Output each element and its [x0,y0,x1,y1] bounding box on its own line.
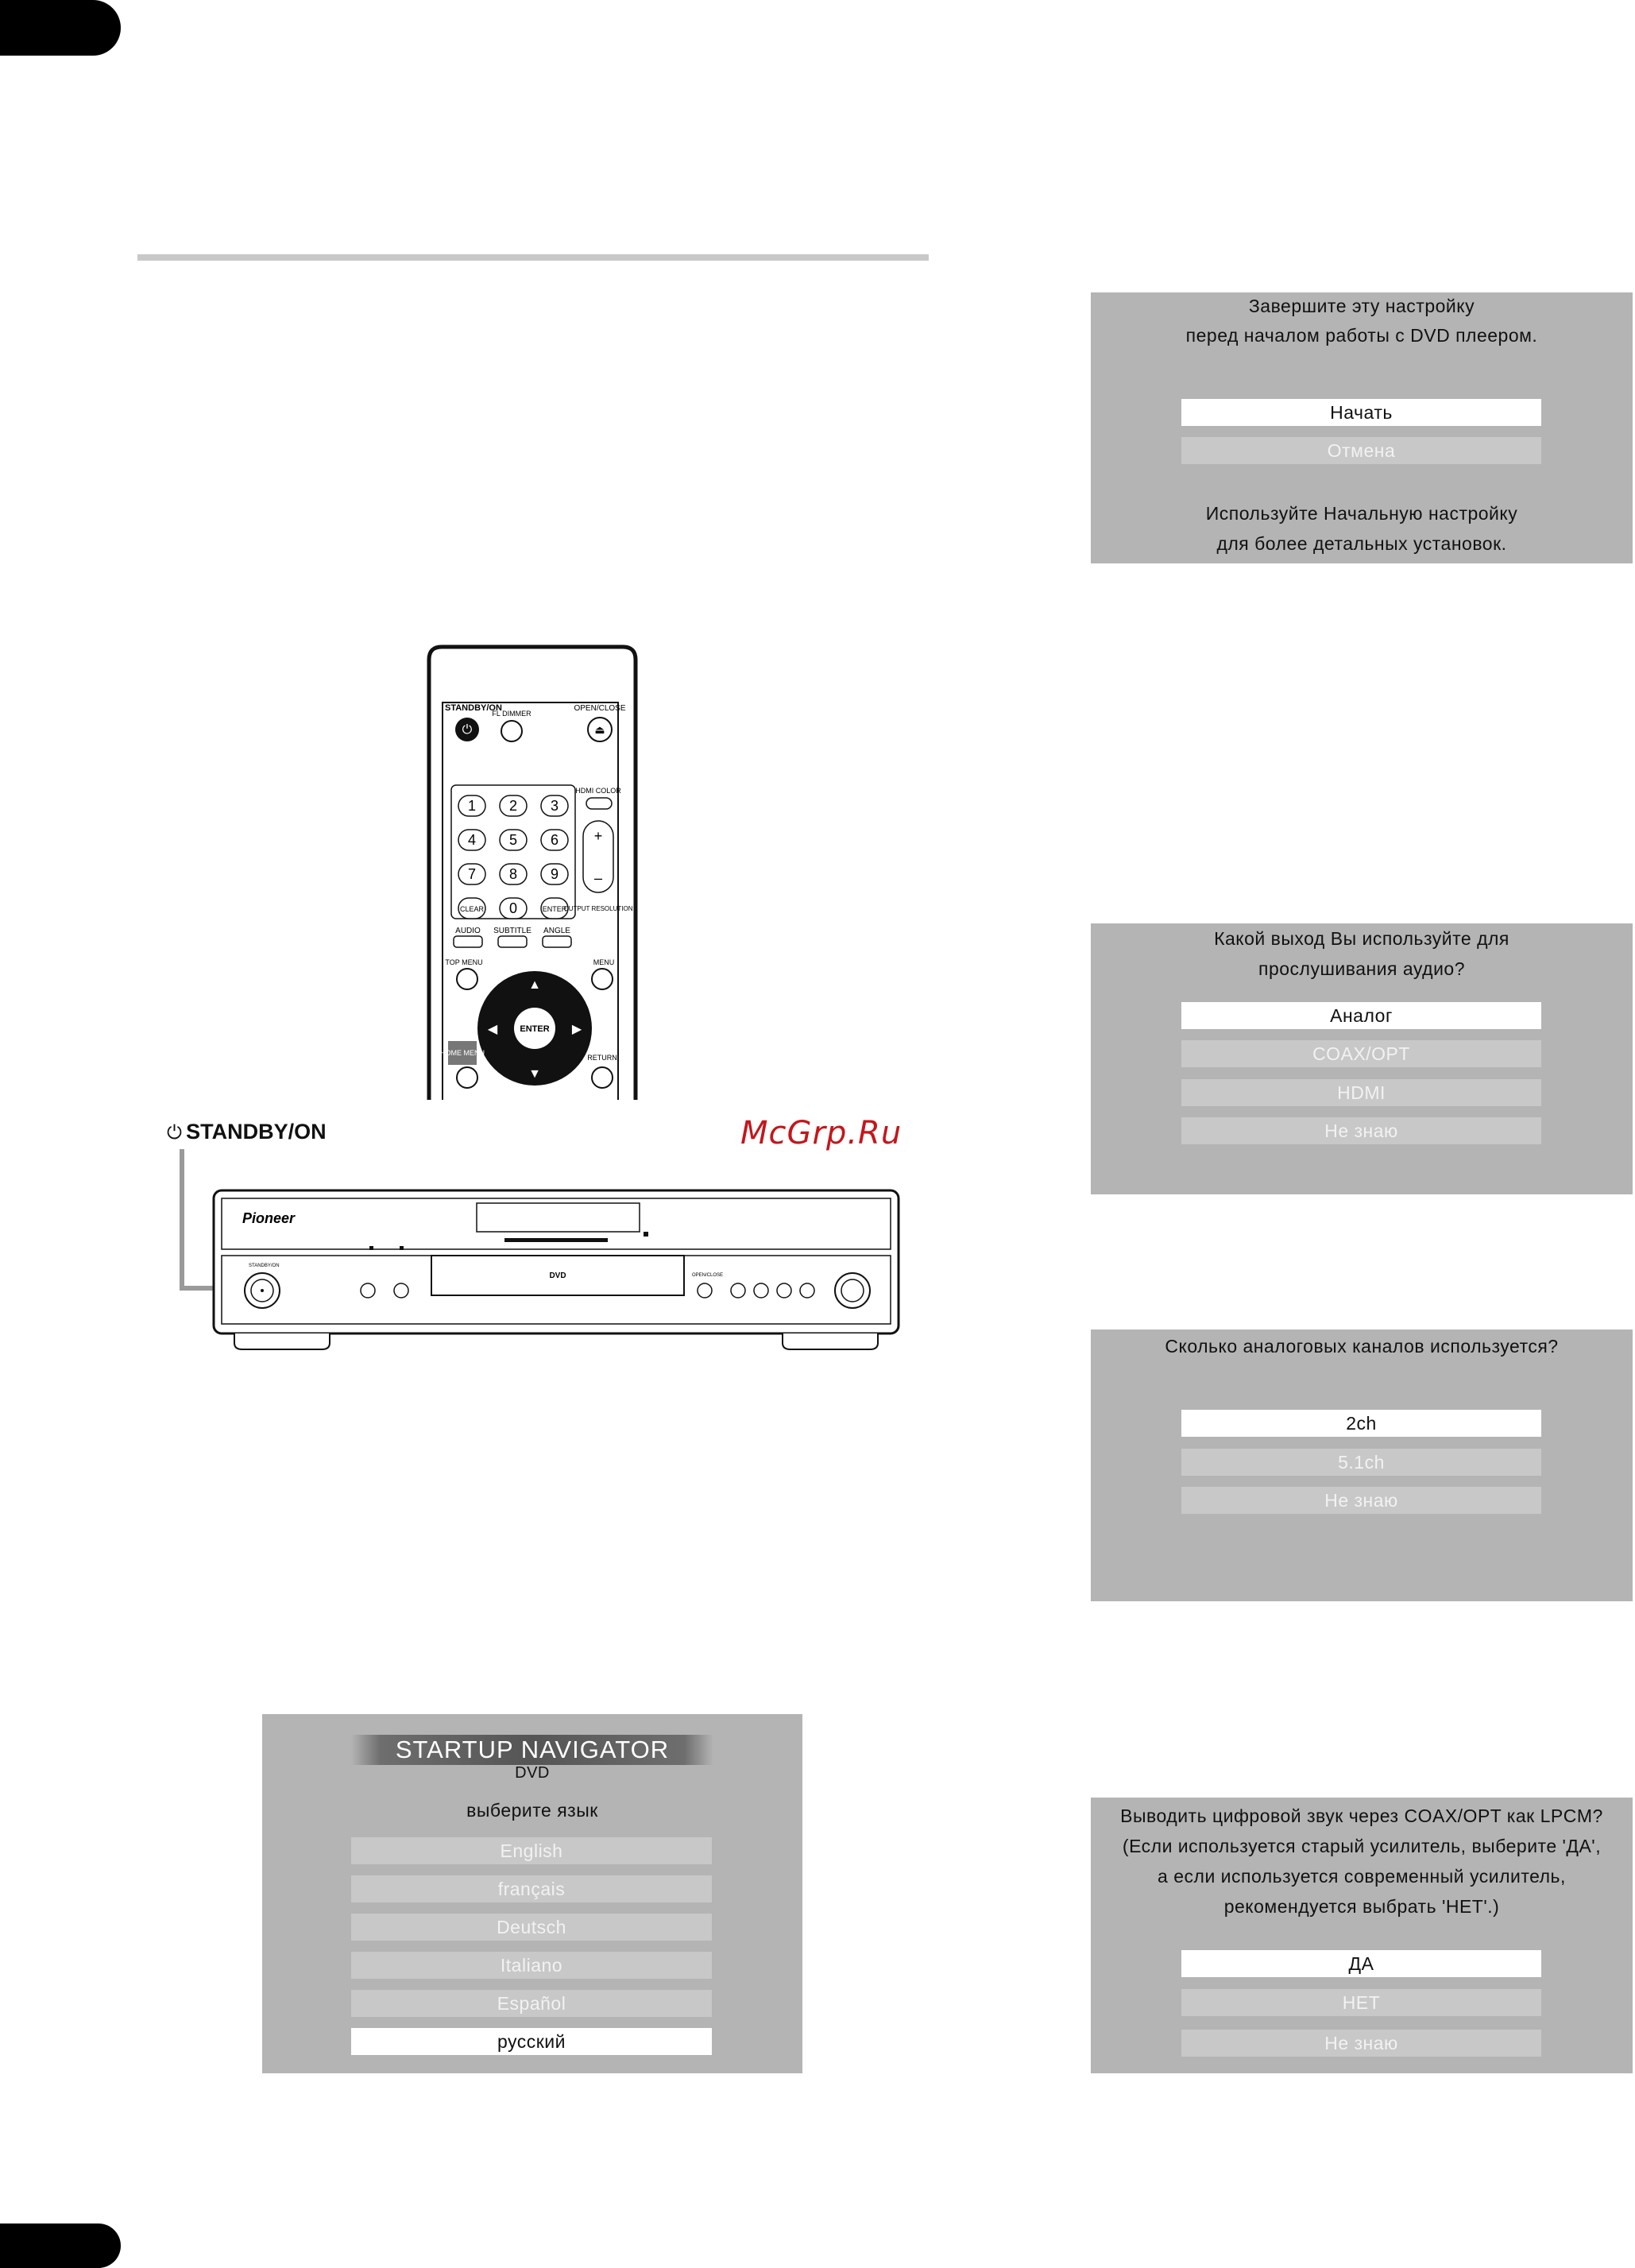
svg-text:0: 0 [508,900,518,916]
svg-text:2: 2 [508,798,518,814]
osd-text-line: Завершите эту настройку [1248,296,1475,316]
osd-language-screen [262,1714,802,2073]
remote-subtitle-label: SUBTITLE [493,927,531,935]
player-stop-button[interactable] [800,1283,814,1298]
remote-top-menu-button[interactable] [457,969,477,989]
option-2ch[interactable]: 2ch [1181,1410,1541,1437]
osd-footer-line: для более детальных установок. [1216,533,1507,554]
remote-angle-label: ANGLE [543,927,570,935]
remote-digit-3[interactable] [541,795,568,816]
player-dvd-logo: DVD [549,1271,566,1280]
startup-navigator-title: STARTUP NAVIGATOR [351,1735,713,1765]
watermark: McGrp.Ru [740,1115,903,1151]
callout-line-vertical [180,1149,184,1291]
remote-hdmi-color-button[interactable] [586,798,612,809]
player-open-close-button[interactable] [698,1283,712,1298]
remote-home-menu-label: HOME MENU [440,1049,485,1057]
svg-text:5: 5 [508,832,518,848]
arrow-left-icon: ◀ [487,1023,498,1036]
option-dont-know[interactable]: Не знаю [1181,1117,1541,1144]
arrow-right-icon: ▶ [571,1023,582,1036]
arrow-up-icon: ▲ [528,978,541,992]
remote-return-label: RETURN [587,1054,617,1062]
svg-text:4: 4 [467,832,477,848]
player-prev-button[interactable] [731,1283,745,1298]
osd-text-line: Какой выход Вы используйте для [1214,928,1509,949]
remote-digit-5[interactable] [500,830,527,850]
player-next-button[interactable] [754,1283,768,1298]
svg-text:9: 9 [550,866,559,882]
plus-icon: + [593,828,603,844]
player-button-a[interactable] [361,1283,375,1298]
osd-confirm-screen [1091,292,1633,563]
remote-angle-button[interactable] [543,936,571,947]
option-no[interactable]: НЕТ [1181,1989,1541,2016]
dvd-player-illustration [211,1187,902,1362]
remote-subtitle-button[interactable] [498,936,527,947]
option-start[interactable]: Начать [1181,399,1541,426]
remote-digit-6[interactable] [541,830,568,850]
osd-channels-screen [1091,1329,1633,1601]
remote-top-menu-label: TOP MENU [445,958,483,966]
option-spanish[interactable]: Español [351,1990,712,2017]
remote-menu-label: MENU [593,958,615,966]
remote-return-button[interactable] [592,1067,613,1088]
standby-callout [167,1120,327,1144]
player-button-b[interactable] [394,1283,408,1298]
minus-icon: – [593,870,603,886]
option-german[interactable]: Deutsch [351,1914,712,1941]
osd-lpcm-screen [1091,1798,1633,2073]
eject-icon: ⏏ [594,723,605,736]
remote-enter-label: ENTER [520,1024,550,1034]
player-standby-label: STANDBY/ON [249,1264,280,1268]
remote-digit-7[interactable] [458,864,485,884]
osd-text-line: Выводить цифровой звук через COAX/OPT как LPCM? [1120,1805,1603,1826]
section-rule [137,254,929,261]
option-hdmi[interactable]: HDMI [1181,1079,1541,1106]
remote-fl-dimmer-button[interactable] [501,721,522,741]
svg-text:1: 1 [467,798,477,814]
remote-hdmi-color-label: HDMI COLOR [575,787,621,795]
player-pause-button[interactable] [777,1283,791,1298]
language-prompt: выберите язык [466,1800,598,1821]
option-english[interactable]: English [351,1837,712,1864]
osd-text-line: Сколько аналоговых каналов используется? [1165,1336,1559,1357]
svg-text:ENTER: ENTER [542,905,567,913]
svg-text:8: 8 [508,866,518,882]
option-yes[interactable]: ДА [1181,1950,1541,1977]
remote-digit-1[interactable] [458,795,485,816]
remote-digit-0[interactable] [500,898,527,919]
player-open-close-label: OPEN/CLOSE [692,1273,724,1278]
remote-output-resolution-label: OUTPUT RESOLUTION [563,905,633,912]
remote-digit-9[interactable] [541,864,568,884]
option-dont-know[interactable]: Не знаю [1181,2030,1541,2057]
remote-audio-button[interactable] [454,936,482,947]
remote-digit-4[interactable] [458,830,485,850]
power-icon: ⏻ [462,723,473,737]
svg-text:3: 3 [550,798,559,814]
svg-text:6: 6 [550,832,559,848]
option-french[interactable]: français [351,1875,712,1902]
option-5-1ch[interactable]: 5.1ch [1181,1449,1541,1476]
remote-clear-button[interactable] [458,898,485,919]
power-icon: ⏻ [167,1121,182,1144]
svg-text:7: 7 [467,866,477,882]
option-cancel[interactable]: Отмена [1181,437,1541,464]
arrow-down-icon: ▼ [528,1067,541,1081]
page-tab-bottom [0,2223,121,2268]
option-coax-opt[interactable]: COAX/OPT [1181,1040,1541,1067]
player-brand-logo: Pioneer [242,1210,296,1226]
remote-audio-label: AUDIO [455,927,481,935]
player-display [477,1203,640,1232]
option-russian[interactable]: русский [351,2028,712,2055]
standby-label: STANDBY/ON [186,1120,327,1144]
remote-standby-label: STANDBY/ON [445,703,502,713]
osd-text-line: прослушивания аудио? [1258,958,1466,979]
osd-text-line: перед началом работы с DVD плеером. [1185,325,1538,346]
osd-text-line: (Если используется старый усилитель, выберите 'ДА', [1122,1836,1602,1856]
osd-footer-line: Используйте Начальную настройку [1205,503,1518,524]
osd-text-line: рекомендуется выбрать 'НЕТ'.) [1223,1896,1500,1917]
option-dont-know[interactable]: Не знаю [1181,1487,1541,1514]
option-analog[interactable]: Аналог [1181,1002,1541,1029]
remote-home-menu-button[interactable] [457,1067,477,1088]
remote-digit-8[interactable] [500,864,527,884]
startup-navigator-subtitle: DVD [515,1764,550,1782]
page-tab-top [0,0,121,56]
remote-open-close-label: OPEN/CLOSE [574,704,626,713]
remote-menu-button[interactable] [592,969,613,989]
option-italian[interactable]: Italiano [351,1952,712,1979]
osd-audio-output-screen [1091,923,1633,1194]
remote-digit-2[interactable] [500,795,527,816]
svg-text:CLEAR: CLEAR [459,905,485,913]
remote-control-illustration [413,642,651,1100]
osd-text-line: а если используется современный усилитель, [1158,1866,1566,1887]
remote-fl-dimmer-label: FL DIMMER [492,710,531,718]
